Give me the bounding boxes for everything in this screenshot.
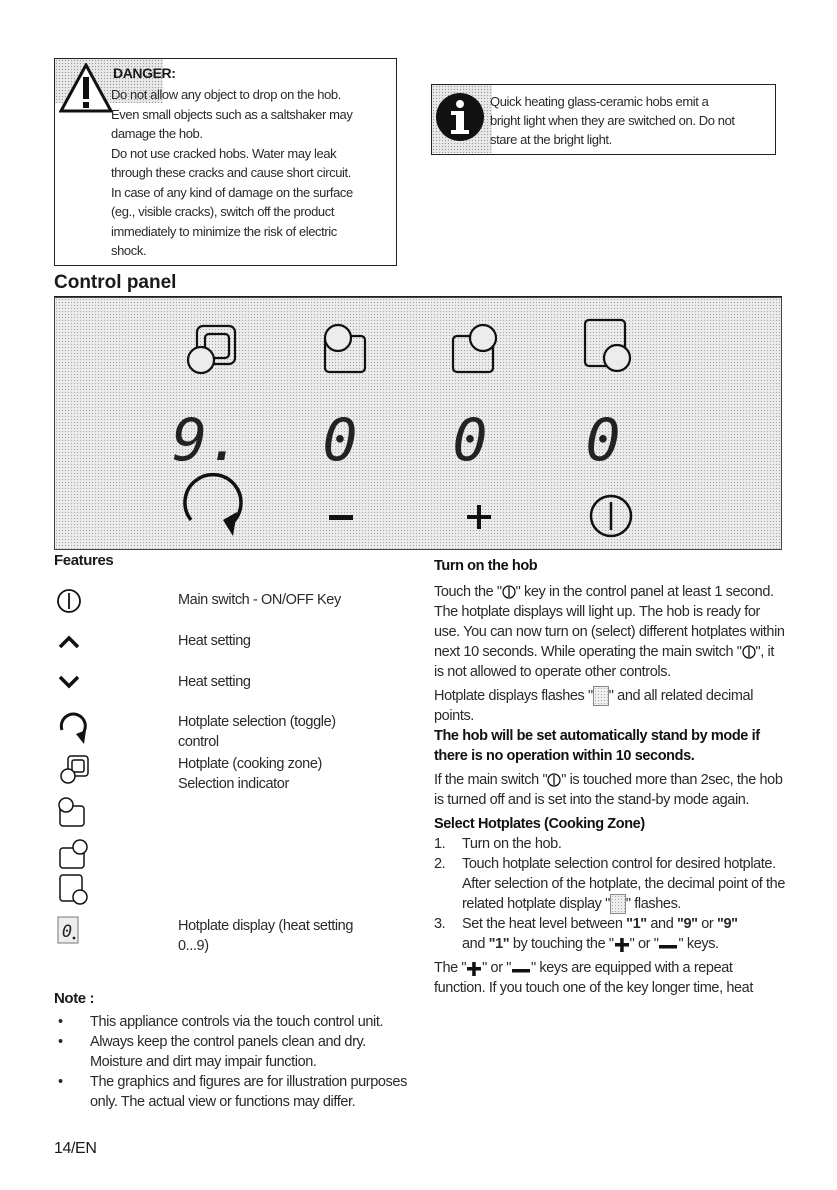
danger-line: Even small objects such as a saltshaker may [111,106,353,122]
text-span: by touching the " [509,936,614,953]
info-box [431,84,776,155]
minus-button[interactable] [329,515,353,520]
control-panel-svg [55,298,780,548]
text-span: " and all related decimal points. [434,688,754,725]
feature-label: Heat setting [178,674,251,690]
zone-front-left-icon[interactable] [188,326,235,373]
zone-front-left-icon [58,754,90,786]
danger-line: damage the hob. [111,126,203,141]
hotplate-display: 0 [322,406,358,474]
danger-line: (eg., visible cracks), switch off the product [111,204,335,219]
danger-line: Do not use cracked hobs. Water may leak [111,145,337,161]
list-item: • This appliance controls via the touch control unit. [54,1012,414,1032]
danger-line: shock. [111,243,147,258]
text-span: and [646,916,678,933]
text-span: If the main switch " [434,772,548,789]
power-button[interactable] [591,496,631,536]
zone-rear-right-icon [56,836,90,870]
feature-label: Selection indicator [178,776,289,792]
feature-label: control [178,734,219,750]
warning-triangle-icon [59,63,113,113]
note-heading: Note : [54,990,95,1007]
zone-rear-left-icon[interactable] [325,325,365,372]
hotplate-display: 9. [172,406,242,474]
chevron-down-icon [57,674,81,690]
hotplate-display-icon [57,916,79,944]
chevron-up-icon [57,634,81,650]
svg-text:0: 0 [61,922,73,942]
feature-label: 0...9) [178,938,209,954]
text-span: " keys are equipped with a repeat function. If you touch one of the key longer time, heat [434,960,753,997]
text-span: ", it is not allowed to operate other controls. [434,644,775,680]
info-icon [434,91,486,143]
plus-icon [466,961,482,977]
select-steps [434,834,786,954]
hotplate-display: 0 [452,406,488,474]
hotplate-display-icon [610,894,626,914]
page-number: 14/EN [54,1140,97,1157]
plus-button[interactable] [467,505,491,529]
standby-paragraph [434,770,786,810]
text-span: "9" [717,916,738,933]
list-item: • The graphics and figures are for illustration purposes only. The actual view or functions may differ. [54,1072,414,1112]
hotplate-display: 0 [585,406,621,474]
feature-label: Hotplate selection (toggle) [178,714,336,730]
power-icon [56,588,82,614]
power-icon [502,584,516,600]
note-list [54,1012,414,1112]
text-span: Hotplate displays flashes " [434,688,593,704]
text-span: Touch the " [434,584,502,600]
control-panel-heading: Control panel [54,272,177,293]
text-span: Set the heat level between [462,916,627,933]
list-item: 2. Touch hotplate selection control for desired hotplate. After selection of the hotplate, the decimal point of the related hotplate display " " flashes. [434,854,786,914]
minus-icon [658,939,678,951]
zone-front-right-icon [56,872,90,906]
danger-line: Do not allow any object to drop on the hob. [111,87,341,102]
danger-line: immediately to minimize the risk of electric [111,223,337,239]
text-span: The " [434,960,467,977]
text-span: " key in the control panel at least 1 second. The hotplate displays will light up. The hob is ready for use. You can now turn on (select) different hotplates within next 10 seconds. While operating the main switch " [434,584,785,660]
feature-label: Hotplate (cooking zone) [178,756,322,772]
text-span: "1" [488,936,510,953]
select-heading: Select Hotplates (Cooking Zone) [434,816,645,833]
text-span: or [697,916,717,933]
turn-on-heading: Turn on the hob [434,558,538,574]
features-heading: Features [54,552,114,569]
feature-label: Hotplate display (heat setting [178,918,353,934]
standby-warning: The hob will be set automatically stand by mode if there is no operation within 10 seconds. [434,728,760,765]
feature-label: Main switch - ON/OFF Key [178,592,341,608]
flash-paragraph [434,686,786,726]
text-span: " keys. [678,936,719,953]
info-line: Quick heating glass-ceramic hobs emit a [490,94,709,109]
zone-rear-left-icon [56,794,90,828]
text-span: " or " [482,960,512,977]
text-span: " is touched more than 2sec, the hob is turned off and is set into the stand-by mode again. [434,772,783,809]
power-icon [742,644,756,660]
toggle-arrow-icon[interactable] [185,475,241,536]
zone-front-right-icon[interactable] [585,320,630,371]
control-panel-illustration [54,297,782,550]
text-span: Turn on the hob. [462,836,562,853]
info-text [490,92,772,149]
text-span: Touch hotplate selection control for desired hotplate. After selection of the hotplate, the decimal point of the related hotplate display " [462,856,785,913]
hotplate-display-icon [593,686,609,706]
instructions-column [434,556,786,998]
text-span: " flashes. [625,896,682,913]
zone-rear-right-icon[interactable] [453,325,496,372]
feature-label: Heat setting [178,633,251,649]
turn-on-paragraph [434,582,786,682]
text-span: " or " [629,936,659,953]
minus-icon [511,963,531,975]
danger-text [111,85,395,261]
toggle-arrow-icon [56,708,90,748]
repeat-paragraph [434,958,786,998]
list-item: • Always keep the control panels clean and dry. Moisture and dirt may impair function. [54,1032,414,1072]
plus-icon [614,937,630,953]
list-item: 3. Set the heat level between "1" and "9" or "9" and "1" by touching the " " or " " keys. [434,916,738,953]
text-span: and [462,936,489,953]
power-icon [547,772,561,788]
text-span: "9" [677,916,698,933]
danger-title: DANGER: [113,65,176,81]
danger-warning-box [54,58,397,266]
info-line: stare at the bright light. [490,132,612,147]
info-line: bright light when they are switched on. Do not [490,113,735,128]
list-item: 1. Turn on the hob. [434,836,562,853]
text-span: "1" [626,916,647,933]
danger-line: In case of any kind of damage on the surface [111,184,353,200]
danger-line: through these cracks and cause short circuit. [111,165,351,180]
